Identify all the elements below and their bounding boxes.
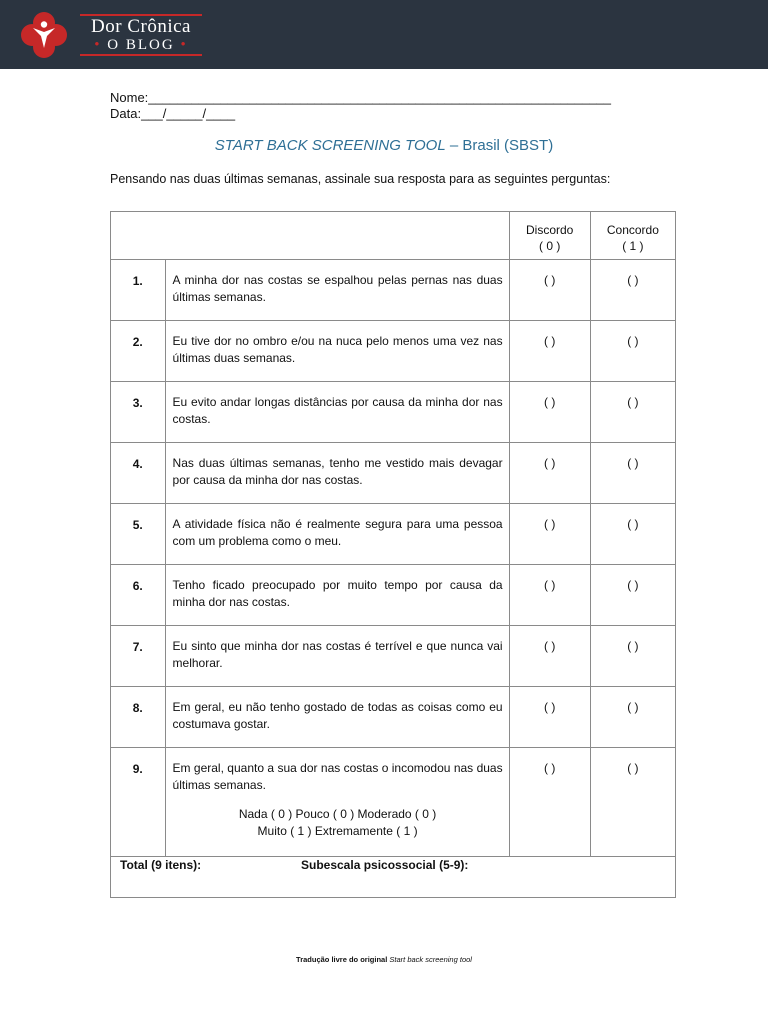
answer-concordo[interactable]: ( ) <box>590 626 675 687</box>
header-concordo-value: ( 1 ) <box>622 239 644 253</box>
logo-line2: • O BLOG • <box>94 37 188 53</box>
title-rest: – Brasil (SBST) <box>445 137 554 154</box>
header-discordo-value: ( 0 ) <box>539 239 561 253</box>
answer-discordo[interactable]: ( ) <box>509 687 590 748</box>
questionnaire-table <box>110 211 676 898</box>
item-number: 5. <box>111 504 166 565</box>
logo-wordmark <box>80 14 202 58</box>
answer-discordo[interactable]: ( ) <box>509 504 590 565</box>
instructions: Pensando nas duas últimas semanas, assinale sua resposta para as seguintes perguntas: <box>110 172 611 186</box>
name-field[interactable]: Nome:________________________________________________________________ <box>110 90 612 105</box>
answer-discordo[interactable]: ( ) <box>509 565 590 626</box>
table-row <box>111 260 676 321</box>
item-question: Em geral, quanto a sua dor nas costas o incomodou nas duas últimas semanas. <box>172 761 503 792</box>
table-row <box>111 687 676 748</box>
item-question: Eu sinto que minha dor nas costas é terrível e que nunca vai melhorar. <box>165 626 509 687</box>
footer-prefix: Tradução livre do original <box>296 955 388 964</box>
subscale-label: Subescala psicossocial (5-9): <box>301 858 469 872</box>
logo-rule-bottom <box>80 54 202 56</box>
scale-line-1: Nada ( 0 ) Pouco ( 0 ) Moderado ( 0 ) <box>238 807 437 821</box>
answer-discordo[interactable]: ( ) <box>509 260 590 321</box>
answer-concordo[interactable]: ( ) <box>590 565 675 626</box>
item-number: 6. <box>111 565 166 626</box>
footer-note <box>0 955 768 964</box>
item-question: Eu tive dor no ombro e/ou na nuca pelo menos uma vez nas últimas duas semanas. <box>165 321 509 382</box>
table-row <box>111 504 676 565</box>
item-number: 9. <box>111 748 166 857</box>
item-number: 7. <box>111 626 166 687</box>
answer-discordo[interactable]: ( ) <box>509 443 590 504</box>
item-number: 3. <box>111 382 166 443</box>
title-italic: START BACK SCREENING TOOL <box>214 137 446 154</box>
table-row <box>111 382 676 443</box>
footer-italic: Start back screening tool <box>389 955 472 964</box>
header-discordo-label: Discordo <box>526 223 574 237</box>
header-blank-cell <box>111 212 510 260</box>
answer-concordo[interactable]: ( ) <box>590 443 675 504</box>
item-question-cell <box>165 748 509 857</box>
item-number: 1. <box>111 260 166 321</box>
answer-concordo[interactable]: ( ) <box>590 687 675 748</box>
answer-scale <box>173 806 503 839</box>
answer-concordo[interactable]: ( ) <box>590 504 675 565</box>
answer-discordo[interactable]: ( ) <box>509 321 590 382</box>
total-label: Total (9 itens): <box>120 858 202 872</box>
header-discordo <box>509 212 590 260</box>
table-header-row <box>111 212 676 260</box>
total-row <box>111 857 676 898</box>
item-number: 2. <box>111 321 166 382</box>
table-row <box>111 443 676 504</box>
answer-concordo[interactable]: ( ) <box>590 321 675 382</box>
item-question: A minha dor nas costas se espalhou pelas pernas nas duas últimas semanas. <box>165 260 509 321</box>
answer-concordo[interactable]: ( ) <box>590 260 675 321</box>
item-question: Eu evito andar longas distâncias por causa da minha dor nas costas. <box>165 382 509 443</box>
header-concordo-label: Concordo <box>606 223 659 237</box>
scale-line-2: Muito ( 1 ) Extremamente ( 1 ) <box>257 823 418 838</box>
item-question: A atividade física não é realmente segura para uma pessoa com um problema como o meu. <box>165 504 509 565</box>
logo-icon <box>20 12 68 58</box>
table-row <box>111 321 676 382</box>
answer-discordo[interactable]: ( ) <box>509 626 590 687</box>
logo-line1: Dor Crônica <box>91 16 191 37</box>
header-bar <box>0 0 768 69</box>
total-cell <box>111 857 676 898</box>
answer-concordo[interactable]: ( ) <box>590 748 675 857</box>
item-question: Tenho ficado preocupado por muito tempo por causa da minha dor nas costas. <box>165 565 509 626</box>
table-row <box>111 565 676 626</box>
answer-discordo[interactable]: ( ) <box>509 382 590 443</box>
header-concordo <box>590 212 675 260</box>
item-number: 8. <box>111 687 166 748</box>
table-row <box>111 748 676 857</box>
answer-concordo[interactable]: ( ) <box>590 382 675 443</box>
date-field[interactable]: Data:___/_____/____ <box>110 106 236 121</box>
item-number: 4. <box>111 443 166 504</box>
item-question: Nas duas últimas semanas, tenho me vestido mais devagar por causa da minha dor nas costas. <box>165 443 509 504</box>
answer-discordo[interactable]: ( ) <box>509 748 590 857</box>
table-row <box>111 626 676 687</box>
item-question: Em geral, eu não tenho gostado de todas as coisas como eu costumava gostar. <box>165 687 509 748</box>
document-title <box>0 137 768 154</box>
